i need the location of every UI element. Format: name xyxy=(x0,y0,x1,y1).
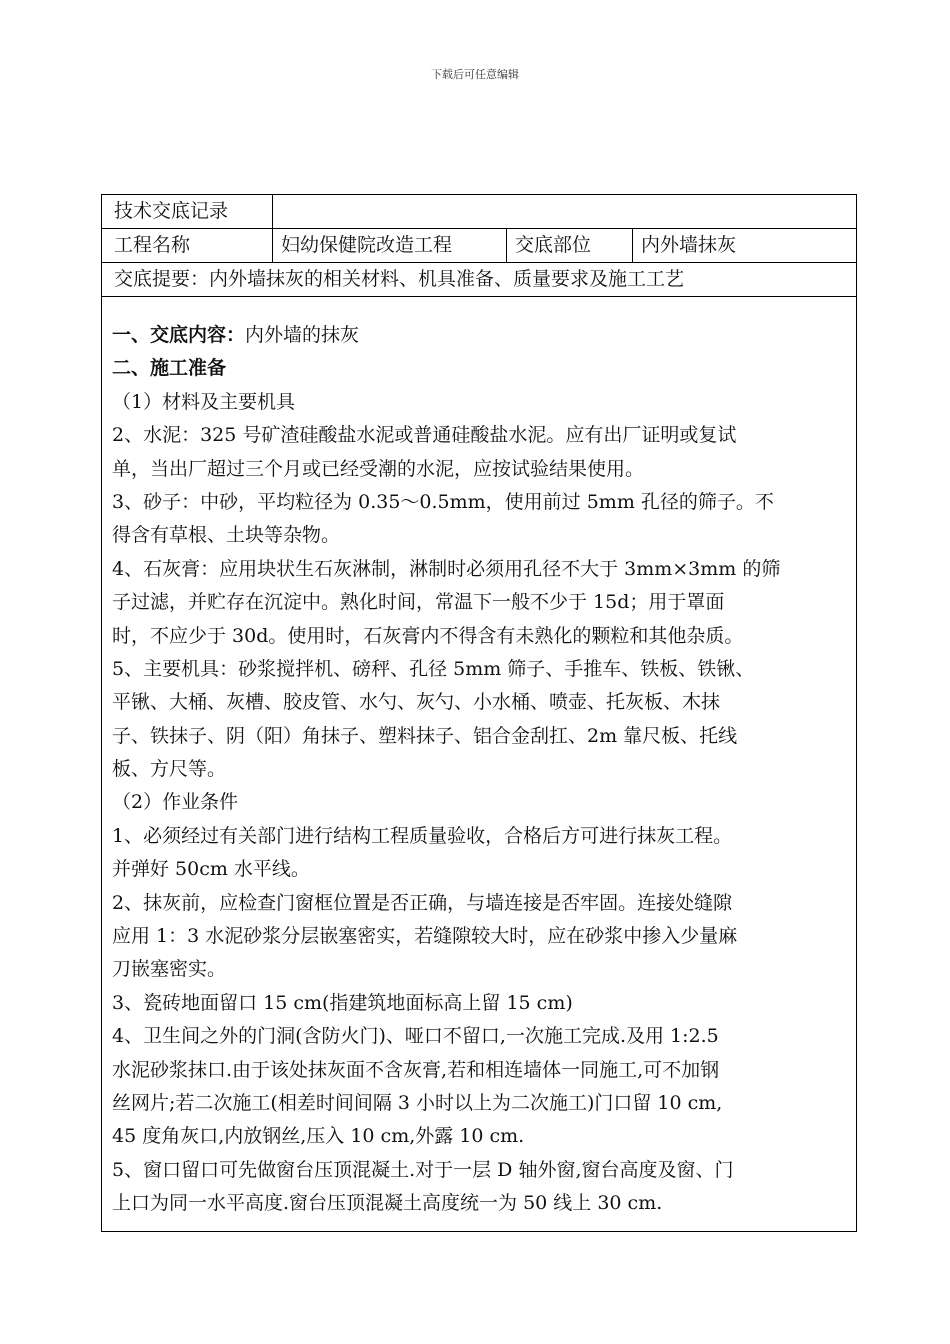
body-line: 1、必须经过有关部门进行结构工程质量验收，合格后方可进行抹灰工程。 xyxy=(112,824,733,847)
technical-disclosure-table xyxy=(101,194,857,1232)
body-line: 4、卫生间之外的门洞(含防火门)、哑口不留口,一次施工完成.及用 1:2.5 xyxy=(112,1025,719,1048)
body-line: 并弹好 50cm 水平线。 xyxy=(112,858,310,881)
body-line: 应用 1：3 水泥砂浆分层嵌塞密实，若缝隙较大时，应在砂浆中掺入少量麻 xyxy=(112,925,738,948)
section-1-heading: 一、交底内容： xyxy=(112,324,246,346)
summary-row xyxy=(102,263,856,297)
part-label: 交底部位 xyxy=(506,229,632,262)
body-line: 板、方尺等。 xyxy=(112,758,227,781)
body-line: 得含有草根、土块等杂物。 xyxy=(112,524,341,547)
summary-text: 交底提要：内外墙抹灰的相关材料、机具准备、质量要求及施工工艺 xyxy=(114,268,685,290)
body-lines xyxy=(112,386,780,1221)
record-title: 技术交底记录 xyxy=(114,200,229,222)
body-line: 刀嵌塞密实。 xyxy=(112,958,227,981)
record-title-blank xyxy=(272,195,856,228)
body-line: 平锹、大桶、灰槽、胶皮管、水勺、灰勺、小水桶、喷壶、托灰板、木抹 xyxy=(112,691,721,714)
body-line: 2、抹灰前，应检查门窗框位置是否正确，与墙连接是否牢固。连接处缝隙 xyxy=(112,891,733,914)
project-label: 工程名称 xyxy=(114,234,191,256)
body-line: 子过滤，并贮存在沉淀中。熟化时间，常温下一般不少于 15d；用于罩面 xyxy=(112,591,725,614)
body-line: 2、水泥：325 号矿渣硅酸盐水泥或普通硅酸盐水泥。应有出厂证明或复试 xyxy=(112,424,737,447)
content-body xyxy=(102,297,789,1231)
body-line: 上口为同一水平高度.窗台压顶混凝土高度统一为 50 线上 30 cm. xyxy=(112,1192,663,1215)
body-line: 5、主要机具：砂浆搅拌机、磅秤、孔径 5mm 筛子、手推车、铁板、铁锹、 xyxy=(112,657,755,680)
page-header-note: 下载后可任意编辑 xyxy=(431,68,519,81)
title-row xyxy=(102,195,856,229)
body-line: 4、石灰膏：应用块状生石灰淋制，淋制时必须用孔径不大于 3mm×3mm 的筛 xyxy=(112,557,781,580)
body-line: 时，不应少于 30d。使用时，石灰膏内不得含有未熟化的颗粒和其他杂质。 xyxy=(112,624,744,647)
body-line: （2）作业条件 xyxy=(112,791,239,814)
body-line: 水泥砂浆抹口.由于该处抹灰面不含灰膏,若和相连墙体一同施工,可不加钢 xyxy=(112,1058,720,1081)
section-1-text: 内外墙的抹灰 xyxy=(245,324,360,346)
section-1-line xyxy=(112,319,780,352)
section-2-heading: 二、施工准备 xyxy=(112,357,227,380)
body-line: 单，当出厂超过三个月或已经受潮的水泥，应按试验结果使用。 xyxy=(112,457,645,480)
body-line: （1）材料及主要机具 xyxy=(112,390,296,413)
body-line: 3、砂子：中砂，平均粒径为 0.35～0.5mm，使用前过 5mm 孔径的筛子。不 xyxy=(112,490,774,513)
part-value: 内外墙抹灰 xyxy=(632,229,856,262)
body-line: 5、窗口留口可先做窗台压顶混凝土.对于一层 D 轴外窗,窗台高度及窗、门 xyxy=(112,1158,734,1181)
project-value: 妇幼保健院改造工程 xyxy=(272,229,506,262)
body-line: 丝网片;若二次施工(相差时间间隔 3 小时以上为二次施工)门口留 10 cm, xyxy=(112,1091,723,1114)
body-line: 3、瓷砖地面留口 15 cm(指建筑地面标高上留 15 cm) xyxy=(112,991,573,1014)
content-row xyxy=(102,297,856,1231)
body-line: 子、铁抹子、阴（阳）角抹子、塑料抹子、铝合金刮扛、2m 靠尺板、托线 xyxy=(112,724,738,747)
body-line: 45 度角灰口,内放钢丝,压入 10 cm,外露 10 cm. xyxy=(112,1125,525,1148)
project-row xyxy=(102,229,856,263)
